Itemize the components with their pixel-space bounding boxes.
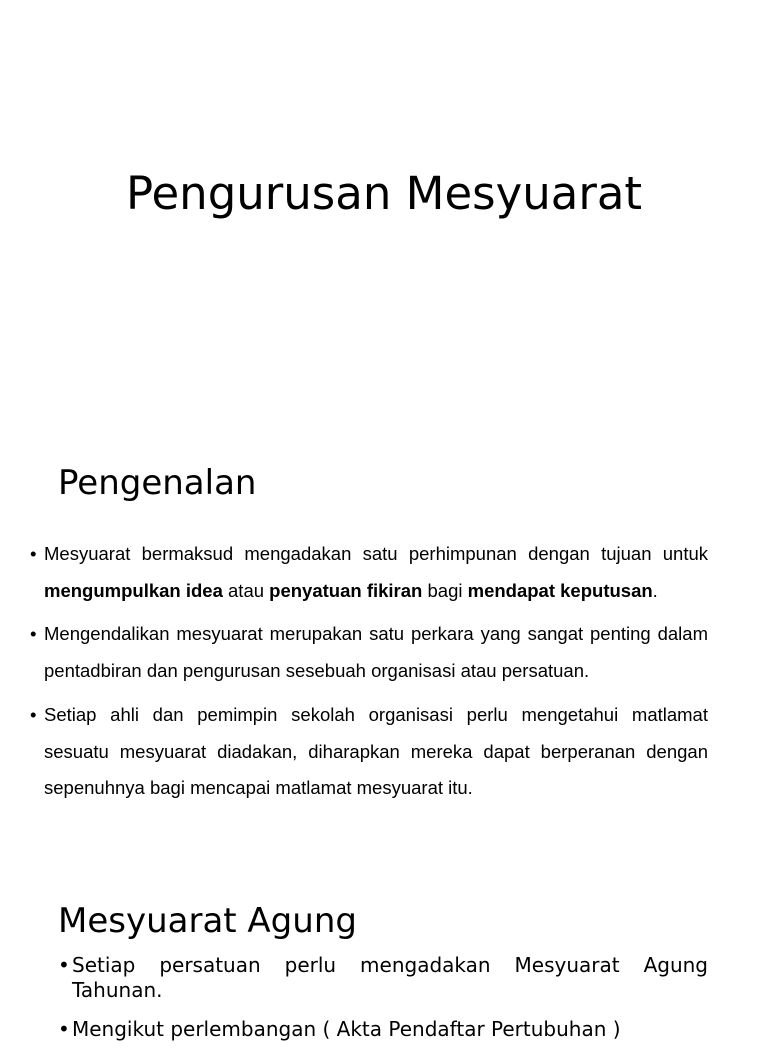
bullet-text: bagi xyxy=(422,579,468,601)
pengenalan-slide xyxy=(0,410,768,865)
bullet-text: . xyxy=(652,579,658,601)
bullet-icon: • xyxy=(58,1017,70,1041)
bullet-item xyxy=(30,697,708,807)
bullet-icon: • xyxy=(30,623,37,645)
bullet-item xyxy=(30,616,708,689)
bullet-icon: • xyxy=(30,703,37,725)
bullet-text: Mengendalikan mesyuarat merupakan satu perkara yang sangat penting dalam pentadbiran dan pengurusan sesebuah organisasi atau persatuan. xyxy=(44,623,708,682)
slide-heading: Mesyuarat Agung xyxy=(58,901,357,941)
bullet-icon: • xyxy=(58,953,70,977)
bullet-text: atau xyxy=(222,579,270,601)
bullet-item xyxy=(30,536,708,609)
bullet-item xyxy=(58,953,708,1003)
bullet-list xyxy=(30,536,708,814)
bullet-item xyxy=(58,1017,708,1042)
bullet-list xyxy=(58,953,708,1056)
title-slide xyxy=(0,0,768,410)
bullet-text: Setiap ahli dan pemimpin sekolah organisasi perlu mengetahui matlamat sesuatu mesyuarat diadakan, diharapkan mereka dapat berperanan dengan sepenuhnya bagi mencapai matlamat mesyuarat itu. xyxy=(44,703,708,799)
bold-text: penyatuan fikiran xyxy=(269,579,423,601)
bullet-icon: • xyxy=(30,543,37,564)
bullet-text: Setiap persatuan perlu mengadakan Mesyuarat Agung Tahunan. xyxy=(72,953,708,1002)
bullet-text: Mengikut perlembangan ( Akta Pendaftar Pertubuhan ) xyxy=(72,1017,621,1041)
deck-title: Pengurusan Mesyuarat xyxy=(125,167,643,220)
bullet-text: Mesyuarat bermaksud mengadakan satu perhimpunan dengan tujuan untuk xyxy=(44,543,708,564)
mesyuarat-agung-slide xyxy=(0,865,768,1041)
slide-heading: Pengenalan xyxy=(58,463,257,503)
bold-text: mengumpulkan idea xyxy=(44,579,223,601)
bold-text: mendapat keputusan xyxy=(467,579,653,601)
